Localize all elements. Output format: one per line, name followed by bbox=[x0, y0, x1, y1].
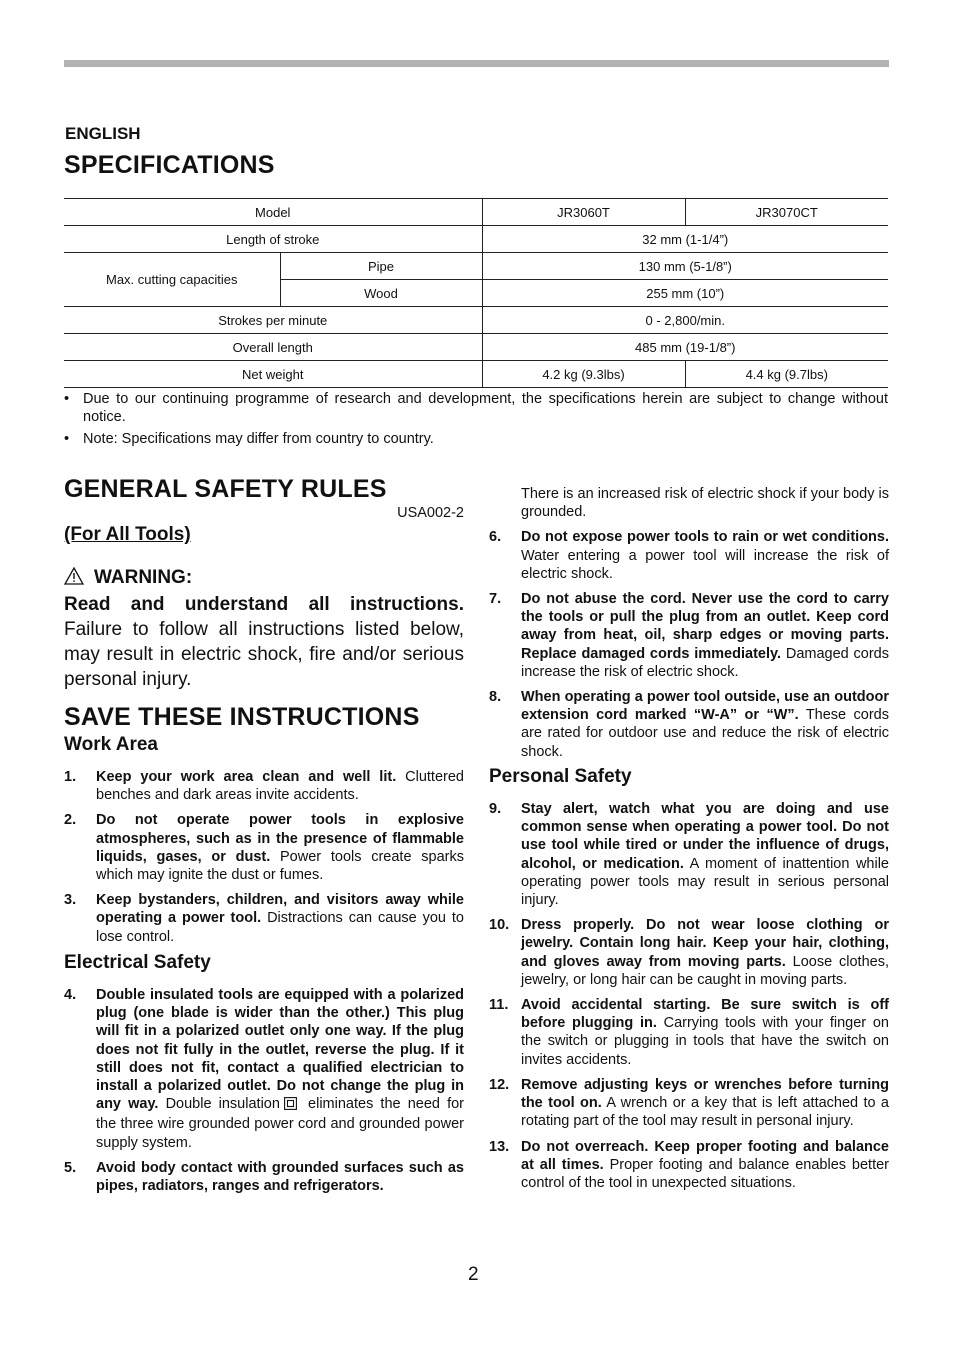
item-bold: Do not expose power tools to rain or wet conditions. bbox=[521, 529, 889, 546]
list-item bbox=[64, 811, 464, 884]
list-item bbox=[64, 1159, 464, 1195]
item-body: A wrench or a key that is left attached to a rotating part of the tool may result in personal injury. bbox=[521, 1095, 890, 1130]
language-label: ENGLISH bbox=[65, 124, 141, 143]
item-number: 7. bbox=[489, 591, 502, 608]
item-bold: When operating a power tool outside, use an outdoor extension cord marked “W-A” or “W”. bbox=[521, 689, 889, 724]
item-body: These cords are rated for outdoor use and reduce the risk of electric shock. bbox=[521, 707, 889, 760]
page-number: 2 bbox=[468, 1264, 479, 1285]
warning-label: WARNING: bbox=[94, 566, 193, 588]
table-cell: 485 mm (19-1/8”) bbox=[482, 334, 888, 361]
table-cell: Wood bbox=[280, 280, 482, 307]
bullet: • bbox=[64, 391, 70, 407]
table-cell: Length of stroke bbox=[64, 226, 482, 253]
item-text bbox=[96, 811, 464, 884]
item-body: Loose clothes, jewelry, or long hair can be caught in moving parts. bbox=[521, 953, 889, 988]
item-bold: Dress properly. Do not wear loose clothing or jewelry. Contain long hair. Keep your hair, clothing, and gloves away from moving parts. bbox=[521, 917, 889, 970]
for-all-tools-subtitle: (For All Tools) bbox=[64, 524, 191, 546]
item-body-continued: eliminates the need for the three wire grounded power cord and grounded power supply system. bbox=[96, 1096, 464, 1151]
item-bold: Avoid body contact with grounded surfaces such as pipes, radiators, ranges and refrigerators. bbox=[96, 1159, 464, 1195]
double-insulation-icon bbox=[284, 1097, 297, 1115]
item-body: Damaged cords increase the risk of electric shock. bbox=[521, 645, 890, 680]
table-row bbox=[64, 361, 888, 388]
spec-notes bbox=[64, 390, 888, 452]
list-item bbox=[489, 916, 889, 989]
note-text: Due to our continuing programme of research and development, the specifications herein are subject to change without notice. bbox=[83, 391, 888, 425]
warning-heading bbox=[64, 567, 464, 591]
table-cell: Model bbox=[64, 199, 482, 226]
note-item bbox=[64, 390, 888, 426]
table-cell: 32 mm (1-1/4”) bbox=[482, 226, 888, 253]
table-cell: 0 - 2,800/min. bbox=[482, 307, 888, 334]
table-row bbox=[64, 199, 888, 226]
item-text bbox=[521, 1138, 889, 1193]
header-rule bbox=[64, 60, 889, 67]
list-item bbox=[489, 1138, 889, 1193]
item-number: 3. bbox=[64, 892, 77, 909]
item-text bbox=[521, 916, 889, 989]
table-row bbox=[64, 226, 888, 253]
table-cell: Max. cutting capacities bbox=[64, 253, 280, 307]
item-number: 1. bbox=[64, 769, 77, 786]
warning-text: Failure to follow all instructions listed below, may result in electric shock, fire and/or serious personal injury. bbox=[64, 618, 464, 690]
item-bold: Do not overreach. Keep proper footing and balance at all times. bbox=[521, 1138, 889, 1173]
item-number: 10. bbox=[489, 917, 510, 934]
item-number: 12. bbox=[489, 1076, 510, 1093]
list-item bbox=[64, 986, 464, 1152]
item-number: 5. bbox=[64, 1159, 77, 1176]
electrical-safety-title: Electrical Safety bbox=[64, 951, 211, 973]
item-number-spacer bbox=[489, 485, 521, 521]
list-item bbox=[489, 528, 889, 583]
left-column bbox=[64, 475, 464, 1202]
note-text: Note: Specifications may differ from country to country. bbox=[83, 431, 434, 447]
table-cell: JR3060T bbox=[482, 199, 685, 226]
item-text: There is an increased risk of electric shock if your body is grounded. bbox=[521, 486, 889, 521]
item-number: 4. bbox=[64, 987, 77, 1004]
item-text bbox=[96, 986, 464, 1152]
table-row bbox=[64, 253, 888, 280]
item-bold: Keep bystanders, children, and visitors away while operating a power tool. bbox=[96, 892, 464, 927]
list-item bbox=[64, 891, 464, 946]
warning-body bbox=[64, 592, 464, 692]
item-body: Double insulation bbox=[158, 1096, 280, 1113]
list-item bbox=[489, 996, 889, 1069]
note-item bbox=[64, 430, 888, 448]
table-cell: Strokes per minute bbox=[64, 307, 482, 334]
table-cell: 4.2 kg (9.3lbs) bbox=[482, 361, 685, 388]
right-column bbox=[489, 485, 889, 1199]
item-number: 13. bbox=[489, 1138, 510, 1155]
table-cell: Pipe bbox=[280, 253, 482, 280]
table-cell: 130 mm (5-1/8”) bbox=[482, 253, 888, 280]
list-item bbox=[489, 485, 889, 521]
item-number: 8. bbox=[489, 689, 502, 706]
item-bold: Keep your work area clean and well lit. bbox=[96, 769, 397, 786]
table-row bbox=[64, 307, 888, 334]
item-bold: Do not operate power tools in explosive atmospheres, such as in the presence of flammable liquids, gases, or dust. bbox=[96, 812, 464, 865]
list-item bbox=[489, 1076, 889, 1131]
item-text bbox=[521, 688, 889, 761]
doc-code: USA002-2 bbox=[397, 505, 464, 522]
table-cell: Overall length bbox=[64, 334, 482, 361]
list-item bbox=[489, 688, 889, 761]
bullet: • bbox=[64, 431, 70, 447]
specifications-title: SPECIFICATIONS bbox=[64, 151, 275, 179]
item-body: Power tools create sparks which may ignite the dust or fumes. bbox=[96, 848, 464, 884]
item-number: 6. bbox=[489, 529, 502, 546]
item-body: Distractions can cause you to lose control. bbox=[96, 910, 464, 945]
item-text bbox=[521, 590, 889, 681]
item-number: 9. bbox=[489, 801, 502, 818]
item-body: Carrying tools with your finger on the switch or plugging in tools that have the switch on invites accidents. bbox=[521, 1015, 889, 1068]
item-number: 11. bbox=[489, 997, 509, 1014]
item-body: Water entering a power tool will increase the risk of electric shock. bbox=[521, 547, 889, 582]
item-bold: Stay alert, watch what you are doing and use common sense when operating a power tool. Do not use tool while tired or under the influence of drugs, alcohol, or medication. bbox=[521, 801, 889, 872]
item-text bbox=[521, 1076, 889, 1131]
personal-safety-title: Personal Safety bbox=[489, 765, 632, 787]
table-row bbox=[64, 334, 888, 361]
item-bold: Remove adjusting keys or wrenches before turning the tool on. bbox=[521, 1076, 889, 1112]
list-item bbox=[489, 590, 889, 681]
table-cell: Net weight bbox=[64, 361, 482, 388]
item-bold: Do not abuse the cord. Never use the cord to carry the tools or pull the plug from an outlet. Keep cord away from heat, oil, sharp edges or moving parts. Replace damaged cords immediately. bbox=[521, 591, 889, 662]
item-text bbox=[96, 891, 464, 946]
list-item bbox=[489, 800, 889, 909]
item-text bbox=[96, 1159, 464, 1195]
item-body: Proper footing and balance enables better control of the tool in unexpected situations. bbox=[521, 1156, 889, 1191]
list-item bbox=[64, 768, 464, 804]
save-instructions-title: SAVE THESE INSTRUCTIONS bbox=[64, 702, 420, 731]
warning-bold: Read and understand all instructions. bbox=[64, 593, 464, 615]
table-cell: 4.4 kg (9.7lbs) bbox=[685, 361, 888, 388]
item-text bbox=[521, 528, 889, 583]
item-text bbox=[521, 800, 889, 909]
item-text bbox=[96, 768, 464, 804]
warning-triangle-icon bbox=[64, 567, 84, 591]
general-safety-title: GENERAL SAFETY RULES bbox=[64, 475, 387, 503]
item-number: 2. bbox=[64, 812, 77, 829]
item-body: Cluttered benches and dark areas invite accidents. bbox=[96, 769, 464, 804]
table-cell: JR3070CT bbox=[685, 199, 888, 226]
item-bold: Double insulated tools are equipped with a polarized plug (one blade is wider than the other.) This plug will fit in a polarized outlet only one way. If the plug does not fit fully in the outlet, reverse the plug. If it still does not fit, contact a qualified electrician to install a polarized outlet. Do not change the plug in any way. bbox=[96, 987, 464, 1113]
table-cell: 255 mm (10”) bbox=[482, 280, 888, 307]
specifications-table bbox=[64, 198, 888, 388]
item-text bbox=[521, 996, 889, 1069]
item-body: A moment of inattention while operating power tools may result in serious personal injury. bbox=[521, 855, 889, 909]
work-area-title: Work Area bbox=[64, 733, 158, 755]
item-bold: Avoid accidental starting. Be sure switch is off before plugging in. bbox=[521, 997, 889, 1032]
